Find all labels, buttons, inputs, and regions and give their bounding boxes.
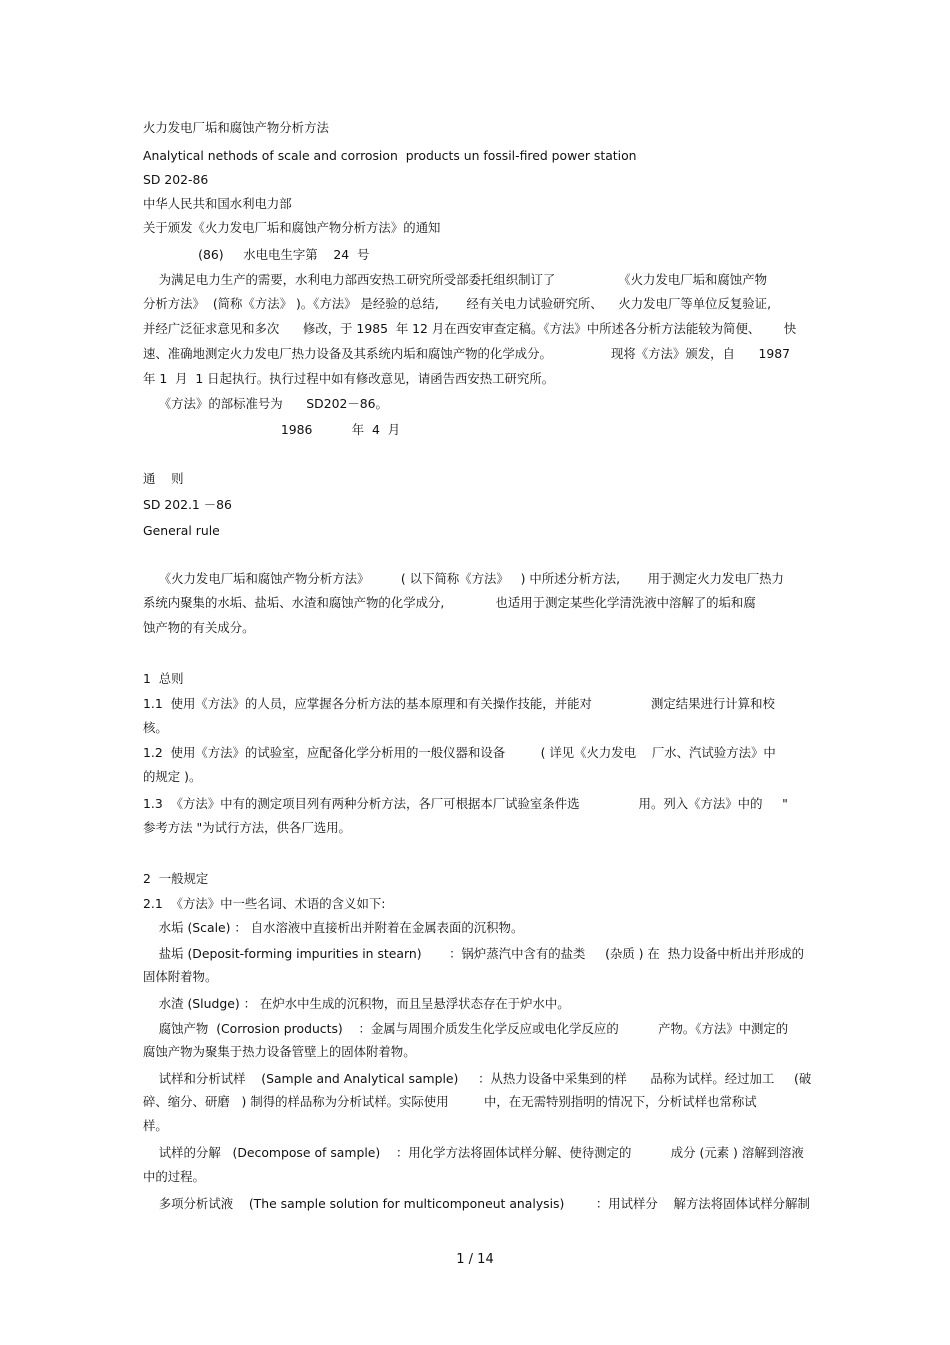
definition-line: 试样的分解 (Decompose of sample) ：用化学方法将固体试样分解、使待测定的 成分 (元素 ) 溶解到溶液 xyxy=(143,1145,804,1160)
paragraph-line: 并经广泛征求意见和多次 修改，于 1985 年 12 月在西安审查定稿。《方法》中所述各分析方法能较为简便、 快 xyxy=(143,321,797,336)
clause-line: 1.2 使用《方法》的试验室，应配备化学分析用的一般仪器和设备 ( 详见《火力发电 厂水、汽试验方法》中 xyxy=(143,745,776,760)
section-heading: 1 总则 xyxy=(143,671,184,686)
paragraph-line: 分析方法》 (简称《方法》 )。《方法》 是经验的总结, 经有关电力试验研究所、 火力发电厂等单位反复验证, xyxy=(143,296,772,311)
clause-line: 1.1 使用《方法》的人员，应掌握各分析方法的基本原理和有关操作技能，并能对 测定结果进行计算和校 xyxy=(143,696,775,711)
date-line: 1986 年 4 月 xyxy=(143,422,401,437)
section-heading: General rule xyxy=(143,523,220,538)
notice-title: 关于颁发《火力发电厂垢和腐蚀产物分析方法》的通知 xyxy=(143,220,441,235)
paragraph-line: 为满足电力生产的需要，水利电力部西安热工研究所受部委托组织制订了 《火力发电厂垢和腐蚀产物 xyxy=(143,272,767,287)
paragraph-line: 蚀产物的有关成分。 xyxy=(143,620,255,635)
document-title: 火力发电厂垢和腐蚀产物分析方法 xyxy=(143,120,329,135)
paragraph-line: 《方法》的部标准号为 SD202－86。 xyxy=(143,396,388,411)
english-title: Analytical nethods of scale and corrosion products un fossil-fired power station xyxy=(143,148,637,163)
definition-line: 多项分析试液 (The sample solution for multicomponeut analysis) ：用试样分 解方法将固体试样分解制 xyxy=(143,1196,810,1211)
definition-line: 盐垢 (Deposit-forming impurities in stearn) ：锅炉蒸汽中含有的盐类 (杂质 ) 在 热力设备中析出并形成的 xyxy=(143,946,804,961)
paragraph-line: 速、准确地测定火力发电厂热力设备及其系统内垢和腐蚀产物的化学成分。 现将《方法》颁发，自 1987 xyxy=(143,346,791,361)
paragraph-line: 《火力发电厂垢和腐蚀产物分析方法》 ( 以下简称《方法》 ) 中所述分析方法, 用于测定火力发电厂热力 xyxy=(143,571,784,586)
definition-line: 碎、缩分、研磨 ) 制得的样品称为分析试样。实际使用 中，在无需特别指明的情况下，分析试样也常称试 xyxy=(143,1094,757,1109)
definition-line: 水垢 (Scale) ： 自水溶液中直接析出并附着在金属表面的沉积物。 xyxy=(143,920,524,935)
definition-line: 试样和分析试样 (Sample and Analytical sample) ：从热力设备中采集到的样 品称为试样。经过加工 (破 xyxy=(143,1071,812,1086)
definition-line: 固体附着物。 xyxy=(143,969,218,984)
clause-line: 1.3 《方法》中有的测定项目列有两种分析方法，各厂可根据本厂试验室条件选 用。列入《方法》中的 " xyxy=(143,796,788,811)
paragraph-line: 年 1 月 1 日起执行。执行过程中如有修改意见，请函告西安热工研究所。 xyxy=(143,371,555,386)
definition-line: 腐蚀产物 (Corrosion products) ：金属与周围介质发生化学反应或电化学反应的 产物。《方法》中测定的 xyxy=(143,1021,789,1036)
clause-line: 参考方法 "为试行方法，供各厂选用。 xyxy=(143,820,351,835)
definition-line: 水渣 (Sludge) ： 在炉水中生成的沉积物，而且呈悬浮状态存在于炉水中。 xyxy=(143,996,570,1011)
section-heading: 通 则 xyxy=(143,471,184,486)
clause-line: 2.1 《方法》中一些名词、术语的含义如下: xyxy=(143,896,386,911)
standard-number: SD 202.1 －86 xyxy=(143,497,232,512)
document-reference: (86) 水电电生字第 24 号 xyxy=(143,247,370,262)
clause-line: 的规定 )。 xyxy=(143,769,202,784)
definition-line: 中的过程。 xyxy=(143,1169,205,1184)
page-number: 1 / 14 xyxy=(456,1252,494,1267)
standard-number: SD 202-86 xyxy=(143,172,209,187)
clause-line: 核。 xyxy=(143,720,168,735)
paragraph-line: 系统内聚集的水垢、盐垢、水渣和腐蚀产物的化学成分, 也适用于测定某些化学清洗液中溶解了的垢和腐 xyxy=(143,595,756,610)
issuing-authority: 中华人民共和国水利电力部 xyxy=(143,196,292,211)
definition-line: 样。 xyxy=(143,1118,168,1133)
definition-line: 腐蚀产物为聚集于热力设备管壁上的固体附着物。 xyxy=(143,1044,416,1059)
section-heading: 2 一般规定 xyxy=(143,871,209,886)
